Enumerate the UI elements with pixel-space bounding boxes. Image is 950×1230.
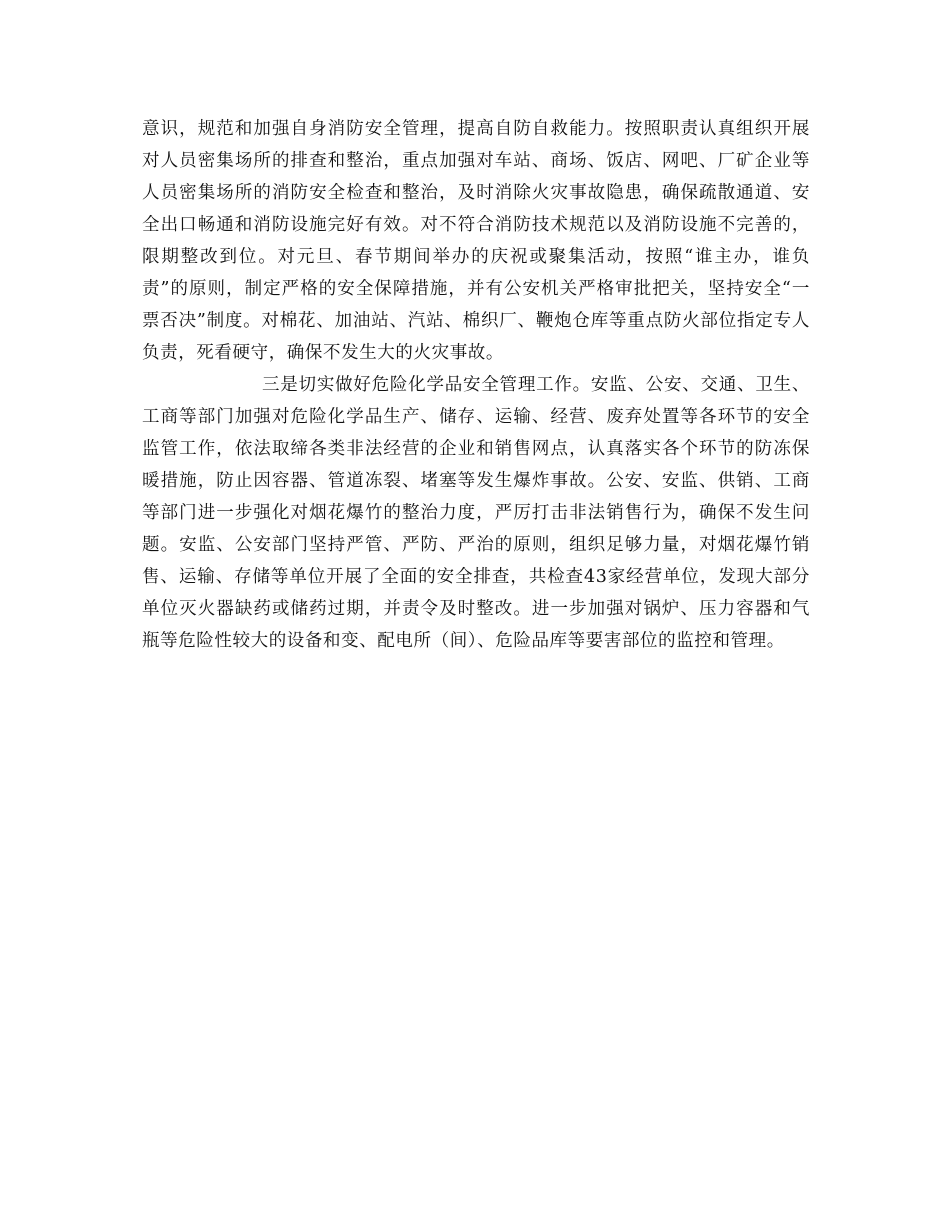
document-body	[142, 113, 810, 657]
paragraph-hazardous-chemicals: 三是切实做好危险化学品安全管理工作。安监、公安、交通、卫生、工商等部门加强对危险化学品生产、储存、运输、经营、废弃处置等各环节的安全监管工作，依法取缔各类非法经营的企业和销售网点，认真落实各个环节的防冻保暖措施，防止因容器、管道冻裂、堵塞等发生爆炸事故。公安、安监、供销、工商等部门进一步强化对烟花爆竹的整治力度，严厉打击非法销售行为，确保不发生问题。安监、公安部门坚持严管、严防、严治的原则，组织足够力量，对烟花爆竹销售、运输、存储等单位开展了全面的安全排查，共检查43家经营单位，发现大部分单位灭火器缺药或储药过期，并责令及时整改。进一步加强对锅炉、压力容器和气瓶等危险性较大的设备和变、配电所（间）、危险品库等要害部位的监控和管理。	[142, 375, 810, 651]
paragraph-fire-safety: 意识，规范和加强自身消防安全管理，提高自防自救能力。按照职责认真组织开展对人员密集场所的排查和整治，重点加强对车站、商场、饭店、网吧、厂矿企业等人员密集场所的消防安全检查和整治，及时消除火灾事故隐患，确保疏散通道、安全出口畅通和消防设施完好有效。对不符合消防技术规范以及消防设施不完善的，限期整改到位。对元旦、春节期间举办的庆祝或聚集活动，按照“谁主办，谁负责”的原则，制定严格的安全保障措施，并有公安机关严格审批把关，坚持安全“一票否决”制度。对棉花、加油站、汽站、棉织厂、鞭炮仓库等重点防火部位指定专人负责，死看硬守，确保不发生大的火灾事故。	[142, 119, 810, 363]
